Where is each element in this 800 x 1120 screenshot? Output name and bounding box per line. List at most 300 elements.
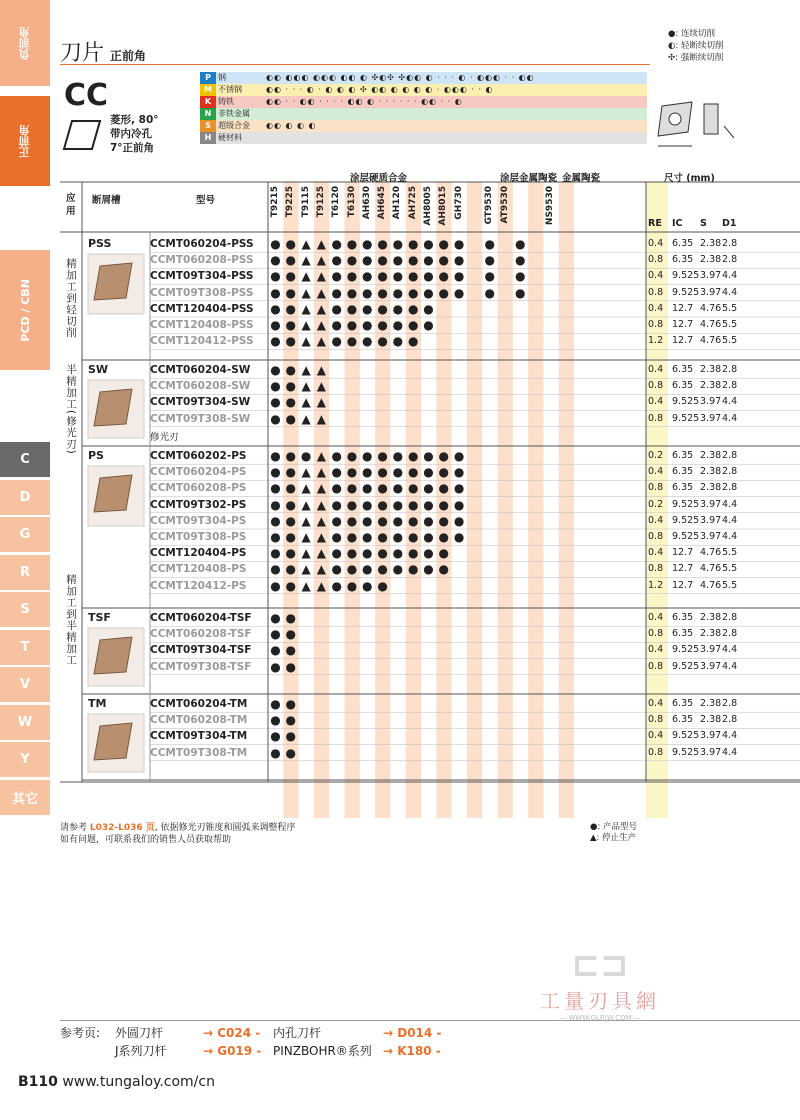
tab-letter-9[interactable]: 其它: [0, 780, 50, 815]
watermark-url: — WWW.GLRJW.COM —: [559, 1014, 641, 1022]
available-mark: ●: [270, 659, 281, 674]
tab-label: PCD / CBN: [18, 278, 32, 342]
dim-value: 2.38: [700, 364, 722, 375]
available-mark: ●: [285, 697, 297, 711]
tab-2[interactable]: [0, 250, 50, 370]
dim-value: 9.525: [672, 514, 700, 526]
dim-value: 0.2: [648, 498, 664, 510]
available-mark: ●: [423, 497, 434, 512]
available-mark: ●: [407, 449, 419, 463]
available-mark: ●: [407, 530, 419, 544]
discontinued-mark: ▲: [301, 363, 311, 377]
dim-value: 0.8: [648, 628, 664, 640]
available-mark: ●: [392, 334, 404, 349]
available-mark: ●: [331, 578, 342, 593]
available-mark: ●: [331, 513, 342, 528]
available-mark: ●: [331, 301, 342, 316]
grp-cermet: 金属陶瓷: [562, 173, 601, 184]
available-mark: ●: [438, 253, 450, 268]
ref-outer-page[interactable]: → C024 -: [203, 1026, 261, 1040]
dim-header: IC: [672, 218, 683, 229]
tab-letter-6[interactable]: V: [0, 667, 50, 702]
available-mark: ●: [331, 562, 342, 577]
usage-label: 精加工到轻切削: [65, 258, 77, 339]
dim-value: 9.525: [672, 396, 700, 408]
available-mark: ●: [423, 269, 434, 284]
available-mark: ●: [270, 481, 281, 496]
available-mark: ●: [453, 269, 465, 284]
discontinued-mark: ▲: [301, 578, 311, 593]
available-mark: ●: [300, 449, 312, 463]
grade-header: T6130: [346, 186, 357, 218]
refs-label: 参考页:: [60, 1026, 101, 1040]
available-mark: ●: [285, 745, 297, 760]
model-code: CCMT060204-SW: [150, 364, 251, 376]
discontinued-mark: ▲: [316, 546, 326, 561]
iso-marks: ◐◐ · · · ◐ · ◐ ◐ ◐ ✣ ◐◐ ◐ ◐ ◐ ◐ · ◐◐◐ · · ◐: [266, 85, 494, 94]
available-mark: ●: [362, 237, 373, 251]
iso-code: M: [200, 84, 216, 96]
iso-label: 铸铁: [218, 97, 234, 106]
available-mark: ●: [484, 269, 495, 284]
dim-value: 0.4: [648, 238, 664, 249]
col-model: 型号: [196, 195, 216, 206]
model-code: CCMT060204-PS: [150, 466, 247, 479]
iso-row-p: [200, 72, 647, 84]
available-mark: ●: [515, 237, 526, 251]
available-mark: ●: [423, 253, 434, 268]
discontinued-mark: ▲: [316, 497, 326, 512]
available-mark: ●: [362, 253, 373, 268]
discontinued-mark: ▲: [316, 237, 326, 251]
dim-value: 4.4: [722, 644, 738, 656]
model-code: CCMT060204-TSF: [150, 612, 252, 624]
available-mark: ●: [285, 562, 297, 577]
available-mark: ●: [362, 481, 373, 496]
note-page-link[interactable]: L032-L036 页: [89, 823, 155, 833]
available-mark: ●: [407, 253, 419, 268]
available-mark: ●: [331, 269, 342, 284]
available-mark: ●: [331, 481, 342, 496]
available-mark: ●: [270, 237, 281, 251]
available-mark: ●: [331, 546, 342, 561]
available-mark: ●: [423, 530, 434, 544]
model-code: CCMT09T308-TSF: [150, 660, 252, 673]
tab-letter-0[interactable]: C: [0, 442, 50, 477]
model-code: CCMT09T304-SW: [150, 396, 251, 409]
discontinued-mark: ▲: [316, 334, 326, 349]
dim-value: 0.4: [648, 466, 664, 478]
legend-discontinued: ▲: 停止生产: [590, 833, 637, 843]
discontinued-mark: ▲: [316, 253, 326, 268]
discontinued-mark: ▲: [301, 269, 311, 284]
available-mark: ●: [484, 285, 495, 300]
available-mark: ●: [270, 513, 281, 528]
model-code: CCMT060208-SW: [150, 380, 251, 393]
iso-label: 非铁金属: [218, 109, 250, 118]
available-mark: ●: [438, 530, 450, 544]
legend-continuous: ●: 连续切削: [668, 29, 715, 39]
cutting-legend: [668, 28, 723, 64]
ref-boring-page[interactable]: → D014 -: [383, 1026, 442, 1040]
iso-marks: ◐◐ ◐◐◐ ◐◐◐ ◐◐ ◐ ✣◐✣ ✣◐◐ ◐ · · · ◐ · ◐◐◐ · · ◐◐: [266, 73, 535, 82]
page-number: B110: [18, 1074, 58, 1090]
available-mark: ●: [285, 237, 297, 251]
discontinued-mark: ▲: [301, 237, 311, 251]
grade-header: T9215: [270, 186, 280, 218]
grade-header: T9225: [285, 186, 296, 218]
title-sub: 正前角: [110, 49, 147, 63]
available-mark: ●: [423, 465, 434, 480]
available-mark: ●: [453, 253, 465, 268]
iso-row-k: [200, 96, 647, 108]
dim-value: 9.525: [672, 412, 700, 424]
model-code: CCMT120408-PS: [150, 563, 247, 576]
dim-value: 4.4: [722, 660, 738, 672]
tab-0[interactable]: [0, 0, 50, 86]
available-mark: ●: [346, 481, 358, 496]
available-mark: ●: [285, 465, 297, 480]
available-mark: ●: [270, 285, 281, 300]
ref-j-page[interactable]: → G019 -: [203, 1044, 262, 1058]
dim-value: 6.35: [672, 698, 694, 709]
note-post: , 依据修光刃锥度和圆弧来调整程序: [154, 823, 296, 833]
available-mark: ●: [407, 237, 419, 251]
tab-letter-7[interactable]: W: [0, 705, 50, 740]
available-mark: ●: [331, 237, 342, 251]
available-mark: ●: [407, 318, 419, 332]
shape-code: CC: [64, 78, 109, 113]
grade-header: T9115: [300, 186, 311, 218]
dim-value: 12.7: [672, 579, 694, 591]
dim-value: 4.4: [722, 270, 738, 282]
discontinued-mark: ▲: [301, 285, 311, 300]
dim-value: 5.5: [722, 335, 738, 347]
available-mark: ●: [453, 530, 465, 544]
grade-header: T6120: [331, 186, 342, 218]
available-mark: ●: [392, 253, 404, 268]
available-mark: ●: [285, 411, 297, 426]
discontinued-mark: ▲: [301, 465, 311, 480]
available-mark: ●: [270, 465, 281, 480]
available-mark: ●: [407, 513, 419, 528]
discontinued-mark: ▲: [316, 578, 326, 593]
available-mark: ●: [270, 611, 281, 625]
legend-product: ●: 产品型号: [590, 822, 637, 832]
available-mark: ●: [270, 627, 281, 642]
available-mark: ●: [377, 562, 388, 577]
available-mark: ●: [270, 578, 281, 593]
available-mark: ●: [346, 578, 358, 593]
available-mark: ●: [270, 363, 281, 377]
dim-value: 0.4: [648, 364, 664, 375]
grade-header: T9125: [315, 186, 326, 218]
iso-code: N: [200, 108, 216, 120]
available-mark: ●: [362, 465, 373, 480]
available-mark: ●: [407, 562, 419, 577]
grade-header: NS9530: [545, 186, 556, 226]
available-mark: ●: [362, 285, 373, 300]
footer: [18, 1074, 215, 1090]
discontinued-mark: ▲: [316, 530, 326, 544]
model-code: CCMT09T308-PSS: [150, 286, 254, 299]
iso-row-n: [200, 108, 647, 120]
available-mark: ●: [377, 269, 388, 284]
discontinued-mark: ▲: [301, 562, 311, 577]
iso-marks: [266, 108, 647, 120]
available-mark: ●: [285, 546, 297, 561]
available-mark: ●: [331, 285, 342, 300]
dim-value: 2.38: [700, 628, 722, 640]
tab-letter-5[interactable]: T: [0, 630, 50, 665]
available-mark: ●: [515, 285, 526, 300]
available-mark: ●: [407, 481, 419, 496]
product-table: [60, 168, 800, 818]
dim-value: 2.8: [722, 254, 738, 266]
available-mark: ●: [377, 481, 388, 496]
available-mark: ●: [453, 449, 465, 463]
dim-value: 0.8: [648, 714, 664, 726]
available-mark: ●: [285, 513, 297, 528]
dim-value: 9.525: [672, 270, 700, 282]
available-mark: ●: [285, 285, 297, 300]
dim-value: 2.8: [722, 698, 738, 709]
dim-value: 2.8: [722, 238, 738, 249]
available-mark: ●: [285, 659, 297, 674]
available-mark: ●: [285, 318, 297, 332]
tab-letter-4[interactable]: S: [0, 592, 50, 627]
available-mark: ●: [362, 546, 373, 561]
iso-marks: ◐◐ · · ◐◐ · · · · ◐◐ ◐ · · · · · · ◐◐ · · ◐: [266, 97, 463, 106]
available-mark: ●: [392, 546, 404, 561]
available-mark: ●: [331, 530, 342, 544]
dim-value: 2.38: [700, 714, 722, 726]
dim-value: 0.4: [648, 730, 664, 742]
shape-desc-1: 菱形, 80°: [110, 114, 159, 126]
dim-value: 3.97: [700, 644, 722, 656]
available-mark: ●: [346, 449, 358, 463]
discontinued-mark: ▲: [301, 253, 311, 268]
available-mark: ●: [331, 449, 342, 463]
dim-value: 6.35: [672, 238, 694, 249]
dim-value: 6.35: [672, 364, 694, 375]
tab-1[interactable]: [0, 96, 50, 186]
available-mark: ●: [392, 481, 404, 496]
available-mark: ●: [453, 497, 465, 512]
available-mark: ●: [270, 301, 281, 316]
available-mark: ●: [392, 237, 404, 251]
available-mark: ●: [377, 285, 388, 300]
available-mark: ●: [407, 497, 419, 512]
available-mark: ●: [423, 237, 434, 251]
available-mark: ●: [423, 301, 434, 316]
available-mark: ●: [362, 562, 373, 577]
dim-value: 0.8: [648, 380, 664, 392]
dim-value: 6.35: [672, 714, 694, 726]
dim-value: 0.2: [648, 450, 664, 461]
catalog-page: [60, 0, 800, 1120]
discontinued-mark: ▲: [316, 363, 326, 377]
iso-label: 钢: [218, 73, 226, 82]
available-mark: ●: [346, 269, 358, 284]
page-title: [60, 36, 146, 67]
watermark: [540, 945, 660, 1022]
ref-j-holder: J系列刀杆: [115, 1044, 167, 1058]
available-mark: ●: [331, 465, 342, 480]
available-mark: ●: [362, 449, 373, 463]
dim-value: 2.8: [722, 380, 738, 392]
iso-code: S: [200, 120, 216, 132]
available-mark: ●: [377, 513, 388, 528]
available-mark: ●: [362, 318, 373, 332]
available-mark: ●: [377, 301, 388, 316]
available-mark: ●: [346, 562, 358, 577]
model-code: CCMT060204-PSS: [150, 238, 254, 250]
tab-label: 正前角: [18, 124, 31, 158]
dim-value: 0.8: [648, 319, 664, 330]
dim-value: 0.4: [648, 547, 664, 559]
dim-value: 0.8: [648, 286, 664, 298]
dim-value: 9.525: [672, 531, 700, 542]
modifier-edge-note: 修光刃: [150, 431, 179, 443]
dim-value: 2.8: [722, 612, 738, 623]
available-mark: ●: [438, 465, 450, 480]
available-mark: ●: [438, 269, 450, 284]
dim-value: 3.97: [700, 412, 722, 424]
dim-value: 12.7: [672, 547, 694, 559]
dim-value: 2.38: [700, 380, 722, 392]
available-mark: ●: [407, 301, 419, 316]
dim-value: 3.97: [700, 286, 722, 298]
available-mark: ●: [285, 530, 297, 544]
available-mark: ●: [346, 465, 358, 480]
dim-value: 3.97: [700, 396, 722, 408]
available-mark: ●: [270, 449, 281, 463]
dim-value: 2.38: [700, 466, 722, 478]
discontinued-mark: ▲: [301, 395, 311, 410]
available-mark: ●: [285, 643, 297, 658]
footer-url[interactable]: www.tungaloy.com/cn: [62, 1074, 215, 1090]
grade-header: AH645: [377, 186, 388, 220]
available-mark: ●: [270, 745, 281, 760]
tab-label: 负前角: [18, 26, 31, 60]
usage-label: 精加工到半精加工: [65, 574, 77, 666]
discontinued-mark: ▲: [301, 546, 311, 561]
grade-header: AH8005: [423, 186, 433, 226]
available-mark: ●: [392, 465, 404, 480]
available-mark: ●: [377, 546, 388, 561]
dim-value: 0.4: [648, 270, 664, 282]
grp-dimensions: 尺寸 (mm): [664, 173, 715, 184]
iso-marks: ◐◐ ◐ ◐ ◐: [266, 121, 317, 130]
dim-value: 2.38: [700, 254, 722, 266]
symbol-legend: [590, 822, 637, 844]
available-mark: ●: [285, 497, 297, 512]
model-code: CCMT09T304-TM: [150, 730, 248, 743]
breaker-sw: SW: [88, 363, 109, 376]
dim-value: 3.97: [700, 730, 722, 742]
discontinued-mark: ▲: [301, 530, 311, 544]
available-mark: ●: [362, 269, 373, 284]
dim-value: 12.7: [672, 302, 694, 314]
available-mark: ●: [270, 411, 281, 426]
discontinued-mark: ▲: [316, 285, 326, 300]
ref-pinzbohr: PINZBOHR®系列: [273, 1044, 372, 1058]
available-mark: ●: [285, 713, 297, 728]
ref-pinzbohr-page[interactable]: → K180 -: [383, 1044, 441, 1058]
available-mark: ●: [285, 395, 297, 410]
grp-coated-carbide: 涂层硬质合金: [350, 173, 408, 184]
discontinued-mark: ▲: [316, 301, 326, 316]
available-mark: ●: [346, 546, 358, 561]
available-mark: ●: [392, 318, 404, 332]
note-pre: 请参考: [60, 823, 90, 833]
model-code: CCMT09T302-PS: [150, 498, 247, 511]
discontinued-mark: ▲: [316, 318, 326, 332]
available-mark: ●: [362, 334, 373, 349]
tab-letter-1[interactable]: D: [0, 480, 50, 515]
dim-value: 9.525: [672, 746, 700, 758]
dim-value: 0.4: [648, 514, 664, 526]
available-mark: ●: [453, 285, 465, 300]
dim-value: 0.4: [648, 302, 664, 314]
dim-value: 9.525: [672, 730, 700, 742]
shape-description: [110, 113, 159, 155]
discontinued-mark: ▲: [316, 513, 326, 528]
available-mark: ●: [392, 269, 404, 284]
dim-value: 4.4: [722, 730, 738, 742]
dim-value: 6.35: [672, 628, 694, 640]
available-mark: ●: [453, 513, 465, 528]
dim-header: D1: [722, 218, 737, 229]
dim-value: 2.38: [700, 698, 722, 709]
iso-label: 不锈钢: [218, 85, 242, 94]
grade-header: AH725: [407, 186, 418, 220]
available-mark: ●: [331, 497, 342, 512]
tab-letter-3[interactable]: R: [0, 555, 50, 590]
available-mark: ●: [285, 301, 297, 316]
discontinued-mark: ▲: [301, 379, 311, 394]
dim-value: 0.8: [648, 563, 664, 575]
discontinued-mark: ▲: [316, 395, 326, 410]
discontinued-mark: ▲: [316, 481, 326, 496]
dim-value: 4.76: [700, 319, 722, 330]
dim-header: RE: [648, 218, 662, 229]
iso-label: 硬材料: [218, 133, 242, 142]
available-mark: ●: [453, 465, 465, 480]
discontinued-mark: ▲: [316, 411, 326, 426]
tab-letter-8[interactable]: Y: [0, 742, 50, 777]
tab-letter-2[interactable]: G: [0, 517, 50, 552]
available-mark: ●: [270, 713, 281, 728]
dim-value: 9.525: [672, 644, 700, 656]
dim-value: 6.35: [672, 450, 694, 461]
dim-value: 9.525: [672, 498, 700, 510]
model-code: CCMT060208-TSF: [150, 628, 252, 641]
model-code: CCMT09T308-TM: [150, 746, 248, 759]
available-mark: ●: [377, 253, 388, 268]
iso-row-m: [200, 84, 647, 96]
iso-code: H: [200, 132, 216, 144]
dim-value: 3.97: [700, 498, 722, 510]
dim-value: 4.76: [700, 335, 722, 347]
available-mark: ●: [484, 237, 495, 251]
available-mark: ●: [423, 562, 434, 577]
breaker-pss: PSS: [88, 237, 112, 250]
available-mark: ●: [331, 334, 342, 349]
available-mark: ●: [346, 334, 358, 349]
available-mark: ●: [285, 253, 297, 268]
